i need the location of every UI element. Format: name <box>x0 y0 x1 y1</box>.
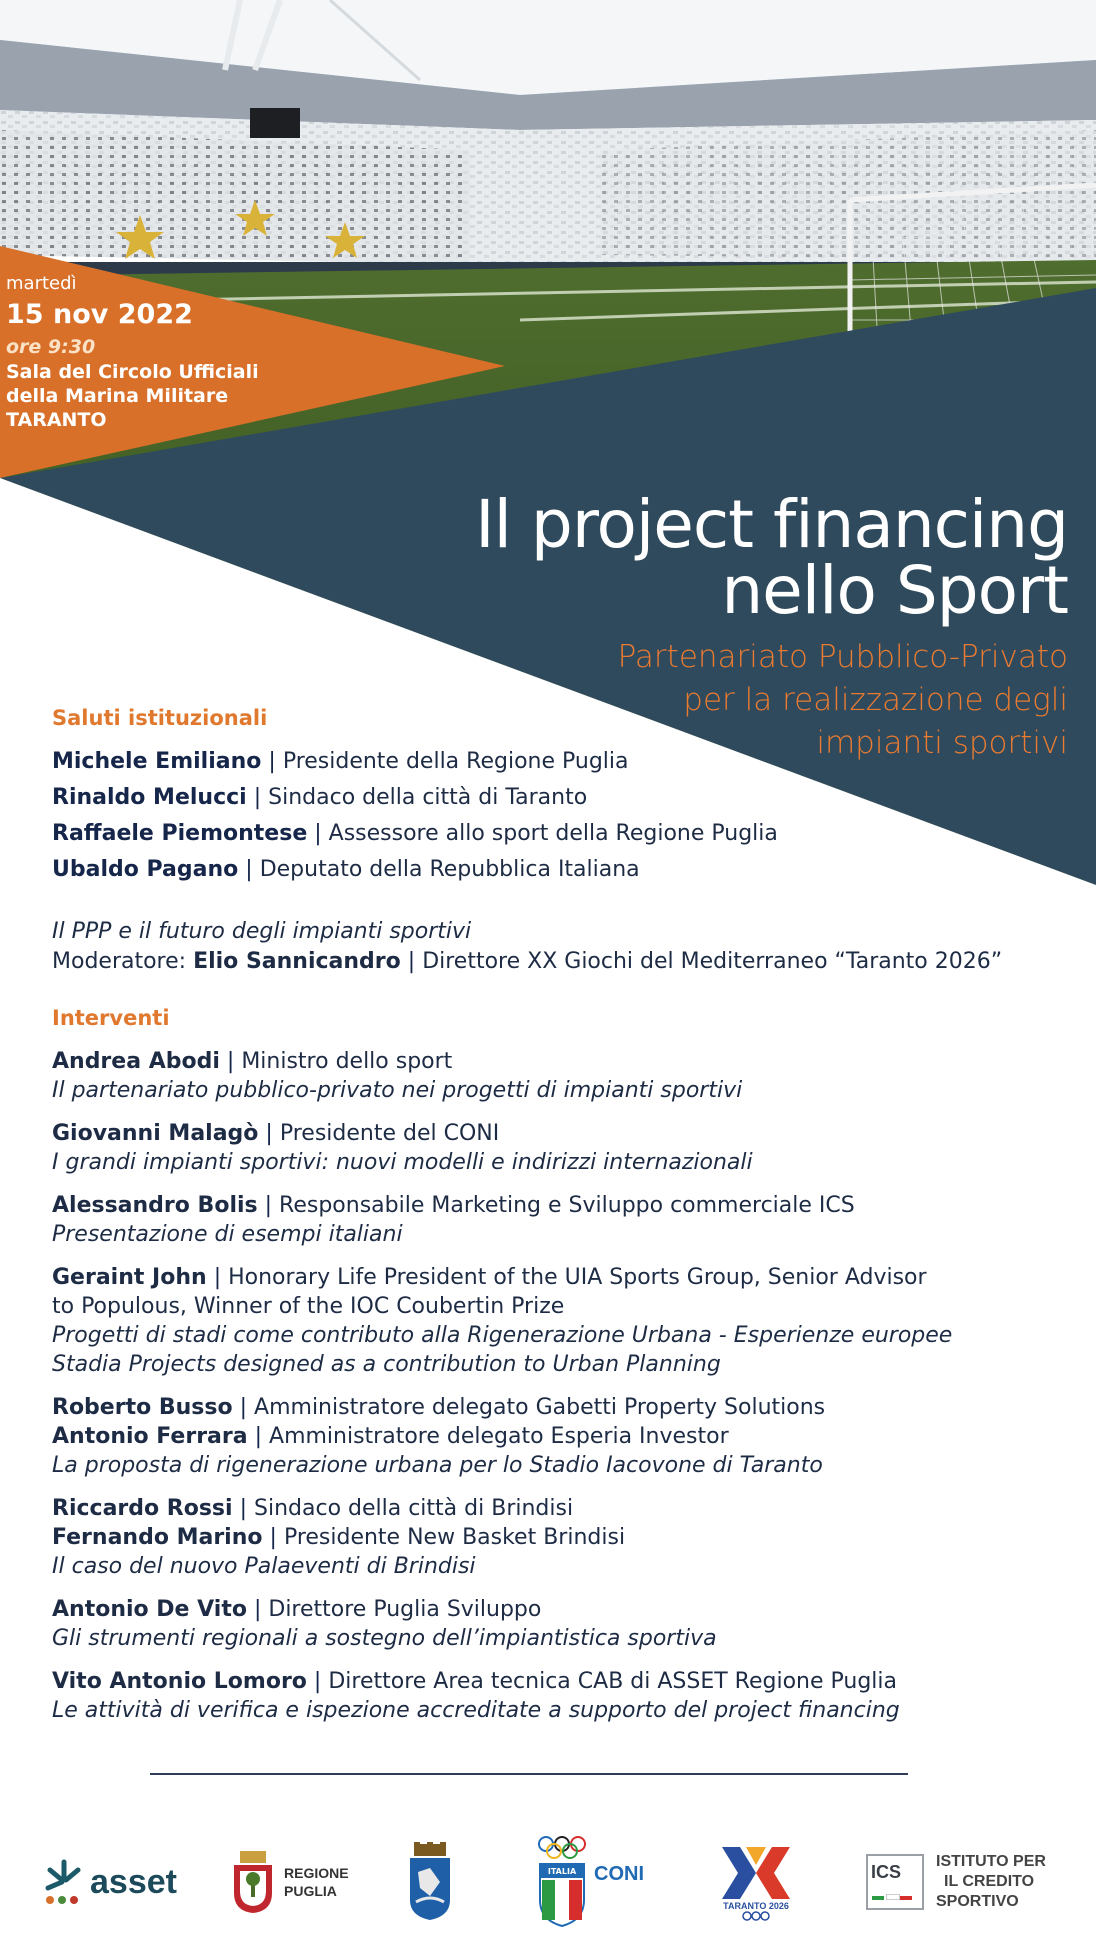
event-venue-line: della Marina Militare <box>6 385 229 407</box>
taranto-crest-logo <box>408 1832 452 1932</box>
speaker-name: Geraint John <box>52 1265 207 1290</box>
divider <box>150 1773 908 1775</box>
talk-item <box>52 1047 1052 1105</box>
speaker-name: Raffaele Piemontese <box>52 821 308 846</box>
regione-label-line1: REGIONE <box>284 1865 349 1881</box>
talk-title: Progetti di stadi come contributo alla Rigenerazione Urbana - Esperienze europee <box>52 1323 953 1348</box>
event-venue-city: TARANTO <box>6 409 107 431</box>
speaker-role: Assessore allo sport della Regione Puglia <box>328 821 778 846</box>
taranto-2026-logo <box>716 1832 796 1932</box>
ics-label-line2: IL CREDITO <box>944 1873 1035 1890</box>
speaker-row <box>52 855 1052 885</box>
saluti-heading: Saluti istituzionali <box>52 706 268 730</box>
separator: | <box>253 785 262 810</box>
speaker-name: Alessandro Bolis <box>52 1193 258 1218</box>
sponsor-logos <box>0 1832 1096 1932</box>
coni-rings-icon <box>536 1836 588 1928</box>
ics-mark-text: ICS <box>871 1862 902 1882</box>
separator: | <box>407 949 416 974</box>
asset-logo <box>40 1832 177 1932</box>
separator: | <box>264 1193 273 1218</box>
speaker-role: Amministratore delegato Gabetti Property Solutions <box>254 1395 826 1420</box>
page-title-line1: Il project financing <box>475 486 1068 563</box>
separator: | <box>239 1496 247 1521</box>
speaker-name: Michele Emiliano <box>52 749 262 774</box>
speaker-name: Vito Antonio Lomoro <box>52 1669 307 1694</box>
talk-item <box>52 1393 1052 1480</box>
speaker-name: Roberto Busso <box>52 1395 233 1420</box>
speaker-name: Andrea Abodi <box>52 1049 220 1074</box>
separator: | <box>265 1121 273 1146</box>
talk-item <box>52 1119 1052 1177</box>
speaker-name: Antonio De Vito <box>52 1597 247 1622</box>
taranto-2026-mark-icon <box>716 1843 796 1901</box>
ics-mark-icon <box>866 1854 924 1910</box>
speaker-name: Rinaldo Melucci <box>52 785 247 810</box>
speaker-row <box>52 783 1052 813</box>
speaker-role: Sindaco della città di Taranto <box>268 785 588 810</box>
coni-italia-text: ITALIA <box>547 1867 577 1876</box>
subtitle-line3: impianti sportivi <box>816 725 1068 761</box>
speaker-role: Sindaco della città di Brindisi <box>254 1496 574 1521</box>
talk-title: Gli strumenti regionali a sostegno dell’impiantistica sportiva <box>52 1626 717 1651</box>
speaker-role: Direttore Area tecnica CAB di ASSET Regione Puglia <box>328 1669 897 1694</box>
speaker-role: Presidente New Basket Brindisi <box>283 1525 626 1550</box>
speaker-name: Riccardo Rossi <box>52 1496 233 1521</box>
ics-label-line1: ISTITUTO PER <box>936 1853 1046 1870</box>
separator: | <box>254 1424 263 1449</box>
talk-item <box>52 1595 1052 1653</box>
programme <box>52 703 1052 1739</box>
regione-puglia-logo <box>232 1832 349 1932</box>
speaker-role: Responsabile Marketing e Sviluppo commerciale ICS <box>279 1193 855 1218</box>
subtitle-line1: Partenariato Pubblico-Privato <box>617 639 1068 675</box>
event-info <box>6 272 259 432</box>
taranto-2026-label: TARANTO 2026 <box>723 1901 789 1911</box>
talk-item <box>52 1263 1052 1379</box>
talk-title: Presentazione di esempi italiani <box>52 1222 403 1247</box>
talk-title: Il caso del nuovo Palaeventi di Brindisi <box>52 1554 476 1579</box>
separator: | <box>269 1525 277 1550</box>
regione-label-line2: PUGLIA <box>284 1883 337 1899</box>
moderator-role: Direttore XX Giochi del Mediterraneo “Taranto 2026” <box>422 949 1003 974</box>
speaker-name: Antonio Ferrara <box>52 1424 248 1449</box>
speaker-name: Ubaldo Pagano <box>52 857 239 882</box>
separator: | <box>245 857 253 882</box>
talk-title: La proposta di rigenerazione urbana per lo Stadio Iacovone di Taranto <box>52 1453 823 1478</box>
speaker-role: Amministratore delegato Esperia Investor <box>269 1424 729 1449</box>
speaker-role: Direttore Puglia Sviluppo <box>268 1597 542 1622</box>
speaker-role: Deputato della Repubblica Italiana <box>259 857 640 882</box>
separator: | <box>253 1597 262 1622</box>
separator: | <box>239 1395 248 1420</box>
talk-item <box>52 1191 1052 1249</box>
speaker-role-cont: to Populous, Winner of the IOC Coubertin Prize <box>52 1294 565 1319</box>
moderator-row <box>52 947 1052 977</box>
speaker-name: Fernando Marino <box>52 1525 263 1550</box>
rings-small-icon <box>741 1911 771 1921</box>
moderator-name: Elio Sannicandro <box>193 949 401 974</box>
talk-title: Il partenariato pubblico-privato nei progetti di impianti sportivi <box>52 1078 743 1103</box>
ics-label-line3: SPORTIVO <box>936 1893 1019 1910</box>
speaker-role: Presidente del CONI <box>279 1121 500 1146</box>
regione-crest-icon <box>232 1849 274 1915</box>
speaker-row <box>52 819 1052 849</box>
separator: | <box>268 749 276 774</box>
page-title-line2: nello Sport <box>721 552 1068 629</box>
interventi-heading: Interventi <box>52 1006 170 1030</box>
talk-item <box>52 1494 1052 1581</box>
speaker-name: Giovanni Malagò <box>52 1121 259 1146</box>
speaker-role: Presidente della Regione Puglia <box>282 749 629 774</box>
spacer <box>52 977 1052 1003</box>
speaker-role: Honorary Life President of the UIA Sports Group, Senior Advisor <box>228 1265 927 1290</box>
separator: | <box>213 1265 222 1290</box>
coni-label: CONI <box>594 1862 644 1885</box>
asset-label: asset <box>90 1862 177 1901</box>
talk-title: I grandi impianti sportivi: nuovi modelli e indirizzi internazionali <box>52 1150 753 1175</box>
taranto-crest-icon <box>408 1842 452 1922</box>
coni-logo <box>536 1832 644 1932</box>
panel-topic: Il PPP e il futuro degli impianti sportivi <box>52 919 472 944</box>
ics-logo <box>866 1832 1046 1932</box>
separator: | <box>313 1669 322 1694</box>
talk-title: Le attività di verifica e ispezione accreditate a supporto del project financing <box>52 1698 900 1723</box>
speaker-role: Ministro dello sport <box>241 1049 453 1074</box>
speaker-row <box>52 747 1052 777</box>
talk-title-en: Stadia Projects designed as a contribution to Urban Planning <box>52 1352 721 1377</box>
talk-item <box>52 1667 1052 1725</box>
event-date: 15 nov 2022 <box>6 299 193 330</box>
separator: | <box>314 821 322 846</box>
subtitle-line2: per la realizzazione degli <box>683 682 1068 718</box>
separator: | <box>226 1049 235 1074</box>
spacer <box>52 891 1052 917</box>
asset-mark-icon <box>40 1854 88 1910</box>
event-day: martedì <box>6 273 77 294</box>
moderator-label: Moderatore: <box>52 949 187 974</box>
event-venue-line: Sala del Circolo Ufficiali <box>6 361 259 383</box>
event-time: ore 9:30 <box>6 336 96 358</box>
